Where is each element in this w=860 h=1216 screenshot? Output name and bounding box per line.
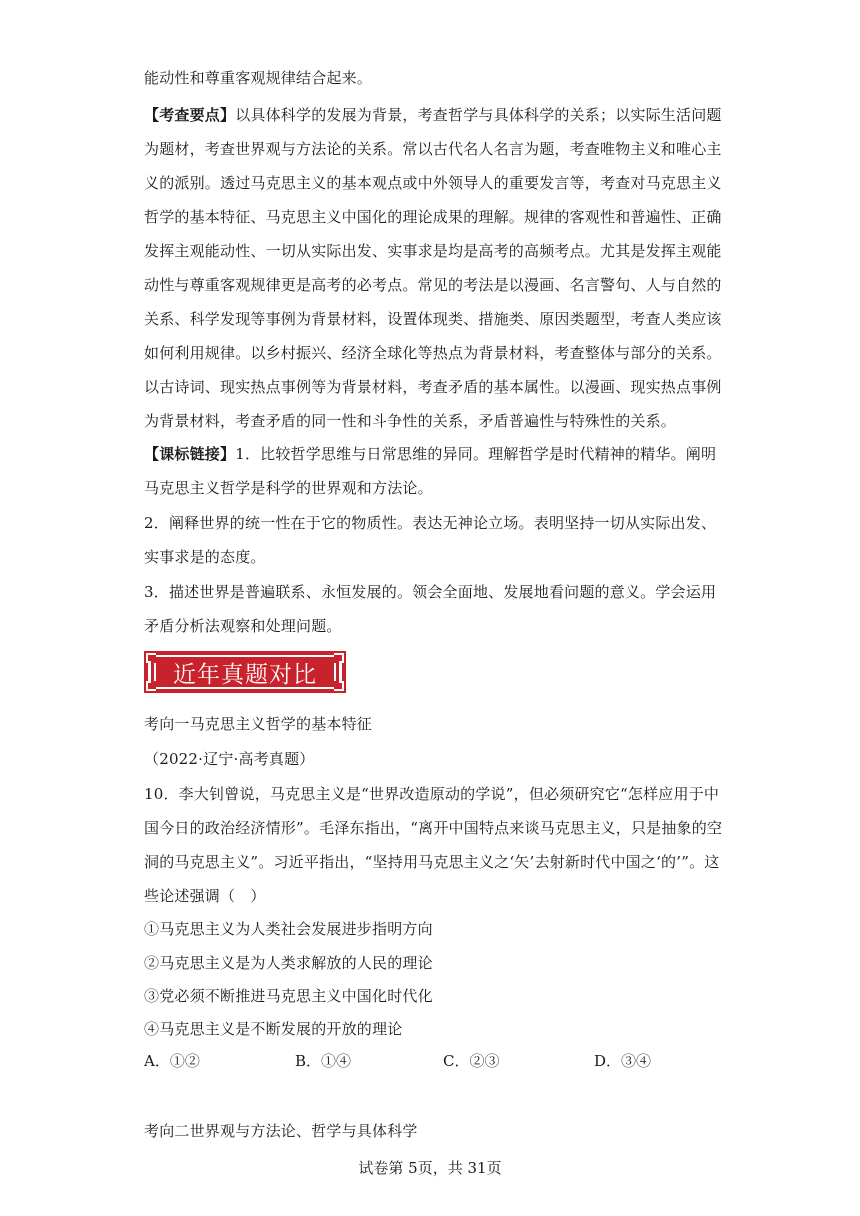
kebiao-paragraph-line [144, 444, 724, 464]
section-banner [144, 651, 346, 693]
option-a[interactable]: A．①② [144, 1052, 200, 1070]
paragraph-line: 关系、科学发现等事例为背景材料，设置体现类、措施类、原因类题型，考查人类应该 [144, 310, 722, 328]
statement-item: ②马克思主义是为人类求解放的人民的理论 [144, 954, 433, 972]
question-line: 些论述强调（ ） [144, 887, 266, 905]
section-heading: 考向二世界观与方法论、哲学与具体科学 [144, 1122, 418, 1140]
statement-item: ①马克思主义为人类社会发展进步指明方向 [144, 920, 433, 938]
paragraph-line: 义的派别。透过马克思主义的基本观点或中外领导人的重要发言等，考查对马克思主义 [144, 174, 722, 192]
paragraph-text: 以具体科学的发展为背景，考查哲学与具体科学的关系；以实际生活问题 [235, 106, 722, 124]
statement-item: ③党必须不断推进马克思主义中国化时代化 [144, 987, 433, 1005]
question-source: （2022·辽宁·高考真题） [144, 750, 315, 768]
option-b[interactable]: B．①④ [295, 1052, 352, 1070]
option-c[interactable]: C．②③ [443, 1052, 500, 1070]
paragraph-line: 矛盾分析法观察和处理问题。 [144, 617, 342, 635]
paragraph-line: 2．阐释世界的统一性在于它的物质性。表达无神论立场。表明坚持一切从实际出发、 [144, 514, 717, 532]
paragraph-line: 发挥主观能动性、一切从实际出发、实事求是均是高考的高频考点。尤其是发挥主观能 [144, 242, 722, 260]
banner-title: 近年真题对比 [173, 661, 317, 688]
paragraph-text: 1．比较哲学思维与日常思维的异同。理解哲学是时代精神的精华。阐明 [235, 445, 717, 463]
paragraph-line: 如何利用规律。以乡村振兴、经济全球化等热点为背景材料，考查整体与部分的关系。 [144, 344, 722, 362]
paragraph-line: 能动性和尊重客观规律结合起来。 [144, 69, 373, 87]
paragraph-line: 3．描述世界是普遍联系、永恒发展的。领会全面地、发展地看问题的意义。学会运用 [144, 583, 717, 601]
statement-item: ④马克思主义是不断发展的开放的理论 [144, 1020, 403, 1038]
section-heading: 考向一马克思主义哲学的基本特征 [144, 715, 373, 733]
option-d[interactable]: D．③④ [594, 1052, 652, 1070]
question-line: 10．李大钊曾说，马克思主义是“世界改造原动的学说”，但必须研究它“怎样应用于中 [144, 785, 720, 803]
kaocha-paragraph-line [144, 105, 724, 125]
paragraph-line: 哲学的基本特征、马克思主义中国化的理论成果的理解。规律的客观性和普遍性、正确 [144, 208, 722, 226]
question-line: 洞的马克思主义”。习近平指出，“坚持用马克思主义之‘矢’去射新时代中国之‘的’”。这 [144, 853, 720, 871]
answer-options [144, 1051, 744, 1071]
kaocha-label: 【考查要点】 [144, 106, 236, 124]
page-footer: 试卷第 5页，共 31页 [358, 1159, 502, 1177]
paragraph-line: 为背景材料，考查矛盾的同一性和斗争性的关系，矛盾普遍性与特殊性的关系。 [144, 412, 677, 430]
paragraph-line: 马克思主义哲学是科学的世界观和方法论。 [144, 479, 433, 497]
paragraph-line: 动性与尊重客观规律更是高考的必考点。常见的考法是以漫画、名言警句、人与自然的 [144, 276, 722, 294]
paragraph-line: 实事求是的态度。 [144, 548, 266, 566]
kebiao-label: 【课标链接】 [144, 445, 236, 463]
paragraph-line: 为题材，考查世界观与方法论的关系。常以古代名人名言为题，考查唯物主义和唯心主 [144, 140, 722, 158]
question-line: 国今日的政治经济情形”。毛泽东指出，“离开中国特点来谈马克思主义，只是抽象的空 [144, 819, 723, 837]
paragraph-line: 以古诗词、现实热点事例等为背景材料，考查矛盾的基本属性。以漫画、现实热点事例 [144, 378, 722, 396]
